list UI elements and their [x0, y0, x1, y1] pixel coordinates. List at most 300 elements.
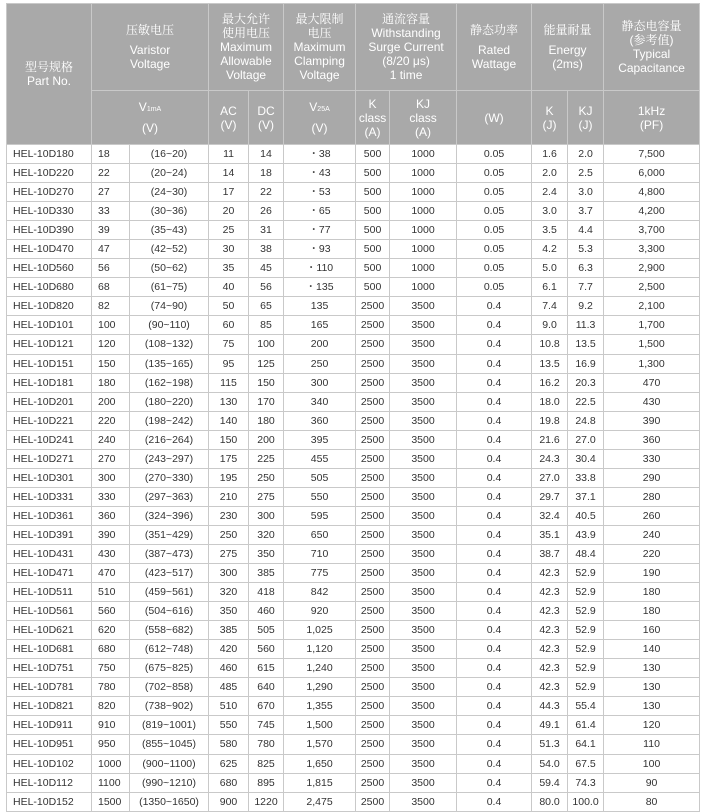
- unit-wattage: (W): [457, 91, 532, 145]
- cell-capacitance: 160: [604, 621, 700, 640]
- cell-dc-voltage: 780: [249, 735, 284, 754]
- cell-varistor-voltage: 360: [92, 506, 130, 525]
- cell-varistor-voltage: 430: [92, 544, 130, 563]
- cell-voltage-range: (297~363): [130, 487, 209, 506]
- cell-rated-wattage: 0.4: [457, 678, 532, 697]
- cell-voltage-range: (30~36): [130, 202, 209, 221]
- cell-voltage-range: (855~1045): [130, 735, 209, 754]
- cell-energy-k: 24.3: [532, 449, 568, 468]
- cell-voltage-range: (324~396): [130, 506, 209, 525]
- table-row: [7, 373, 700, 392]
- cell-capacitance: 4,800: [604, 183, 700, 202]
- cell-rated-wattage: 0.05: [457, 164, 532, 183]
- cell-varistor-voltage: 220: [92, 411, 130, 430]
- cell-surge-k: 2500: [356, 583, 390, 602]
- cell-dc-voltage: 825: [249, 754, 284, 773]
- cell-surge-k: 500: [356, 278, 390, 297]
- cell-dc-voltage: 56: [249, 278, 284, 297]
- cell-energy-k: 42.3: [532, 659, 568, 678]
- cell-surge-kj: 1000: [390, 183, 457, 202]
- cell-surge-kj: 3500: [390, 468, 457, 487]
- table-row: [7, 640, 700, 659]
- cell-clamping-voltage: 1,355: [284, 697, 356, 716]
- cell-energy-k: 18.0: [532, 392, 568, 411]
- cell-energy-kj: 6.3: [568, 259, 604, 278]
- cell-clamping-voltage: 200: [284, 335, 356, 354]
- cell-surge-k: 2500: [356, 678, 390, 697]
- table-row: [7, 602, 700, 621]
- cell-capacitance: 240: [604, 525, 700, 544]
- cell-ac-voltage: 460: [209, 659, 249, 678]
- cell-clamping-voltage: ・77: [284, 221, 356, 240]
- cell-varistor-voltage: 750: [92, 659, 130, 678]
- cell-varistor-voltage: 39: [92, 221, 130, 240]
- cell-surge-kj: 1000: [390, 145, 457, 164]
- cell-varistor-voltage: 820: [92, 697, 130, 716]
- cell-dc-voltage: 22: [249, 183, 284, 202]
- cell-capacitance: 1,500: [604, 335, 700, 354]
- cell-energy-k: 5.0: [532, 259, 568, 278]
- cell-capacitance: 80: [604, 792, 700, 811]
- cell-clamping-voltage: 2,475: [284, 792, 356, 811]
- cell-capacitance: 6,000: [604, 164, 700, 183]
- cell-dc-voltage: 460: [249, 602, 284, 621]
- cell-surge-k: 2500: [356, 640, 390, 659]
- cell-voltage-range: (675~825): [130, 659, 209, 678]
- table-row: [7, 697, 700, 716]
- cell-ac-voltage: 35: [209, 259, 249, 278]
- cell-capacitance: 130: [604, 697, 700, 716]
- varistor-spec-table: [6, 3, 700, 812]
- cell-surge-k: 500: [356, 221, 390, 240]
- cell-voltage-range: (135~165): [130, 354, 209, 373]
- unit-energy-kj: KJ (J): [568, 91, 604, 145]
- cell-voltage-range: (108~132): [130, 335, 209, 354]
- cell-energy-kj: 2.5: [568, 164, 604, 183]
- unit-kj-class: KJ class (A): [390, 91, 457, 145]
- cell-rated-wattage: 0.4: [457, 640, 532, 659]
- cell-dc-voltage: 150: [249, 373, 284, 392]
- cell-varistor-voltage: 18: [92, 145, 130, 164]
- table-header: [7, 4, 700, 145]
- cell-rated-wattage: 0.4: [457, 735, 532, 754]
- cell-energy-kj: 52.9: [568, 621, 604, 640]
- table-row: [7, 202, 700, 221]
- cell-rated-wattage: 0.4: [457, 716, 532, 735]
- cell-part-no: HEL-10D821: [7, 697, 92, 716]
- cell-ac-voltage: 510: [209, 697, 249, 716]
- cell-dc-voltage: 100: [249, 335, 284, 354]
- cell-energy-k: 42.3: [532, 678, 568, 697]
- cell-clamping-voltage: 1,650: [284, 754, 356, 773]
- table-body: [7, 145, 700, 812]
- cell-surge-kj: 3500: [390, 564, 457, 583]
- cell-dc-voltage: 18: [249, 164, 284, 183]
- cell-energy-k: 27.0: [532, 468, 568, 487]
- table-row: [7, 335, 700, 354]
- cell-clamping-voltage: ・43: [284, 164, 356, 183]
- cell-capacitance: 2,100: [604, 297, 700, 316]
- cell-ac-voltage: 900: [209, 792, 249, 811]
- cell-rated-wattage: 0.4: [457, 621, 532, 640]
- cell-rated-wattage: 0.4: [457, 487, 532, 506]
- cell-voltage-range: (702~858): [130, 678, 209, 697]
- table-row: [7, 525, 700, 544]
- cell-surge-kj: 3500: [390, 544, 457, 563]
- cell-energy-k: 49.1: [532, 716, 568, 735]
- cell-energy-kj: 33.8: [568, 468, 604, 487]
- table-row: [7, 430, 700, 449]
- cell-surge-kj: 3500: [390, 621, 457, 640]
- cell-surge-kj: 3500: [390, 297, 457, 316]
- cell-surge-kj: 3500: [390, 411, 457, 430]
- cell-energy-k: 29.7: [532, 487, 568, 506]
- cell-dc-voltage: 895: [249, 773, 284, 792]
- cell-voltage-range: (162~198): [130, 373, 209, 392]
- cell-ac-voltage: 625: [209, 754, 249, 773]
- cell-part-no: HEL-10D301: [7, 468, 92, 487]
- cell-capacitance: 470: [604, 373, 700, 392]
- cell-energy-kj: 27.0: [568, 430, 604, 449]
- cell-clamping-voltage: ・110: [284, 259, 356, 278]
- cell-voltage-range: (198~242): [130, 411, 209, 430]
- table-row: [7, 621, 700, 640]
- cell-ac-voltage: 680: [209, 773, 249, 792]
- cell-part-no: HEL-10D680: [7, 278, 92, 297]
- cell-surge-k: 500: [356, 164, 390, 183]
- cell-clamping-voltage: 1,025: [284, 621, 356, 640]
- cell-surge-k: 2500: [356, 430, 390, 449]
- cell-rated-wattage: 0.4: [457, 430, 532, 449]
- cell-clamping-voltage: 710: [284, 544, 356, 563]
- cell-part-no: HEL-10D471: [7, 564, 92, 583]
- cell-energy-k: 9.0: [532, 316, 568, 335]
- cell-energy-kj: 52.9: [568, 564, 604, 583]
- cell-capacitance: 260: [604, 506, 700, 525]
- cell-ac-voltage: 25: [209, 221, 249, 240]
- cell-surge-k: 2500: [356, 792, 390, 811]
- cell-surge-kj: 1000: [390, 240, 457, 259]
- cell-surge-k: 2500: [356, 392, 390, 411]
- cell-surge-k: 2500: [356, 754, 390, 773]
- table-row: [7, 487, 700, 506]
- cell-surge-kj: 3500: [390, 373, 457, 392]
- cell-dc-voltage: 640: [249, 678, 284, 697]
- cell-dc-voltage: 275: [249, 487, 284, 506]
- cell-surge-k: 2500: [356, 316, 390, 335]
- cell-energy-k: 10.8: [532, 335, 568, 354]
- cell-surge-k: 500: [356, 183, 390, 202]
- cell-part-no: HEL-10D621: [7, 621, 92, 640]
- cell-clamping-voltage: 595: [284, 506, 356, 525]
- unit-dc: DC (V): [249, 91, 284, 145]
- cell-energy-k: 54.0: [532, 754, 568, 773]
- table-row: [7, 392, 700, 411]
- cell-rated-wattage: 0.4: [457, 659, 532, 678]
- cell-varistor-voltage: 1000: [92, 754, 130, 773]
- table-row: [7, 506, 700, 525]
- table-row: [7, 164, 700, 183]
- cell-voltage-range: (74~90): [130, 297, 209, 316]
- cell-surge-k: 2500: [356, 773, 390, 792]
- cell-capacitance: 3,300: [604, 240, 700, 259]
- cell-clamping-voltage: ・135: [284, 278, 356, 297]
- header-part-no: 型号规格 Part No.: [7, 4, 92, 145]
- cell-energy-kj: 3.7: [568, 202, 604, 221]
- cell-energy-kj: 30.4: [568, 449, 604, 468]
- cell-surge-kj: 1000: [390, 164, 457, 183]
- cell-surge-k: 2500: [356, 544, 390, 563]
- cell-rated-wattage: 0.4: [457, 583, 532, 602]
- cell-capacitance: 130: [604, 678, 700, 697]
- cell-clamping-voltage: 395: [284, 430, 356, 449]
- cell-varistor-voltage: 150: [92, 354, 130, 373]
- cell-voltage-range: (612~748): [130, 640, 209, 659]
- cell-dc-voltage: 85: [249, 316, 284, 335]
- cell-part-no: HEL-10D180: [7, 145, 92, 164]
- cell-rated-wattage: 0.05: [457, 221, 532, 240]
- cell-energy-kj: 37.1: [568, 487, 604, 506]
- cell-ac-voltage: 320: [209, 583, 249, 602]
- cell-part-no: HEL-10D201: [7, 392, 92, 411]
- cell-energy-k: 13.5: [532, 354, 568, 373]
- cell-ac-voltage: 140: [209, 411, 249, 430]
- cell-energy-kj: 3.0: [568, 183, 604, 202]
- cell-energy-k: 3.0: [532, 202, 568, 221]
- cell-surge-kj: 3500: [390, 354, 457, 373]
- header-max-clamping-voltage: 最大限制 电压 Maximum Clamping Voltage: [284, 4, 356, 91]
- cell-part-no: HEL-10D271: [7, 449, 92, 468]
- cell-energy-k: 35.1: [532, 525, 568, 544]
- cell-ac-voltage: 17: [209, 183, 249, 202]
- cell-dc-voltage: 320: [249, 525, 284, 544]
- cell-varistor-voltage: 270: [92, 449, 130, 468]
- cell-rated-wattage: 0.4: [457, 525, 532, 544]
- cell-surge-k: 2500: [356, 373, 390, 392]
- table-row: [7, 240, 700, 259]
- cell-part-no: HEL-10D152: [7, 792, 92, 811]
- cell-dc-voltage: 300: [249, 506, 284, 525]
- cell-varistor-voltage: 68: [92, 278, 130, 297]
- cell-varistor-voltage: 560: [92, 602, 130, 621]
- cell-clamping-voltage: 1,240: [284, 659, 356, 678]
- cell-energy-k: 3.5: [532, 221, 568, 240]
- cell-dc-voltage: 31: [249, 221, 284, 240]
- cell-rated-wattage: 0.4: [457, 468, 532, 487]
- cell-varistor-voltage: 200: [92, 392, 130, 411]
- cell-voltage-range: (1350~1650): [130, 792, 209, 811]
- cell-clamping-voltage: 1,290: [284, 678, 356, 697]
- cell-voltage-range: (42~52): [130, 240, 209, 259]
- cell-part-no: HEL-10D431: [7, 544, 92, 563]
- cell-surge-k: 500: [356, 259, 390, 278]
- cell-part-no: HEL-10D151: [7, 354, 92, 373]
- cell-surge-k: 2500: [356, 659, 390, 678]
- cell-energy-k: 59.4: [532, 773, 568, 792]
- cell-clamping-voltage: 842: [284, 583, 356, 602]
- cell-rated-wattage: 0.4: [457, 564, 532, 583]
- cell-dc-voltage: 180: [249, 411, 284, 430]
- cell-clamping-voltage: 1,500: [284, 716, 356, 735]
- cell-varistor-voltage: 620: [92, 621, 130, 640]
- cell-energy-k: 42.3: [532, 621, 568, 640]
- cell-varistor-voltage: 780: [92, 678, 130, 697]
- cell-energy-k: 32.4: [532, 506, 568, 525]
- cell-varistor-voltage: 56: [92, 259, 130, 278]
- cell-ac-voltage: 175: [209, 449, 249, 468]
- cell-part-no: HEL-10D121: [7, 335, 92, 354]
- cell-energy-kj: 40.5: [568, 506, 604, 525]
- cell-part-no: HEL-10D270: [7, 183, 92, 202]
- cell-clamping-voltage: 550: [284, 487, 356, 506]
- cell-energy-k: 44.3: [532, 697, 568, 716]
- cell-surge-kj: 3500: [390, 583, 457, 602]
- cell-clamping-voltage: ・38: [284, 145, 356, 164]
- cell-ac-voltage: 150: [209, 430, 249, 449]
- cell-capacitance: 180: [604, 602, 700, 621]
- cell-energy-k: 1.6: [532, 145, 568, 164]
- cell-ac-voltage: 11: [209, 145, 249, 164]
- cell-dc-voltage: 38: [249, 240, 284, 259]
- cell-voltage-range: (819~1001): [130, 716, 209, 735]
- cell-energy-kj: 20.3: [568, 373, 604, 392]
- table-row: [7, 354, 700, 373]
- cell-part-no: HEL-10D560: [7, 259, 92, 278]
- cell-voltage-range: (35~43): [130, 221, 209, 240]
- cell-dc-voltage: 225: [249, 449, 284, 468]
- cell-ac-voltage: 195: [209, 468, 249, 487]
- cell-part-no: HEL-10D331: [7, 487, 92, 506]
- cell-energy-kj: 52.9: [568, 659, 604, 678]
- cell-surge-kj: 3500: [390, 697, 457, 716]
- cell-dc-voltage: 745: [249, 716, 284, 735]
- cell-voltage-range: (61~75): [130, 278, 209, 297]
- table-row: [7, 221, 700, 240]
- cell-rated-wattage: 0.4: [457, 297, 532, 316]
- cell-voltage-range: (990~1210): [130, 773, 209, 792]
- cell-energy-kj: 64.1: [568, 735, 604, 754]
- cell-energy-k: 80.0: [532, 792, 568, 811]
- cell-dc-voltage: 670: [249, 697, 284, 716]
- cell-energy-k: 4.2: [532, 240, 568, 259]
- cell-capacitance: 190: [604, 564, 700, 583]
- cell-surge-kj: 3500: [390, 316, 457, 335]
- table-row: [7, 468, 700, 487]
- cell-ac-voltage: 300: [209, 564, 249, 583]
- cell-energy-kj: 16.9: [568, 354, 604, 373]
- table-row: [7, 278, 700, 297]
- cell-rated-wattage: 0.4: [457, 411, 532, 430]
- cell-dc-voltage: 65: [249, 297, 284, 316]
- cell-capacitance: 220: [604, 544, 700, 563]
- cell-part-no: HEL-10D391: [7, 525, 92, 544]
- cell-energy-k: 38.7: [532, 544, 568, 563]
- cell-energy-kj: 43.9: [568, 525, 604, 544]
- cell-ac-voltage: 130: [209, 392, 249, 411]
- cell-ac-voltage: 420: [209, 640, 249, 659]
- cell-energy-k: 42.3: [532, 602, 568, 621]
- cell-varistor-voltage: 910: [92, 716, 130, 735]
- cell-energy-k: 2.4: [532, 183, 568, 202]
- cell-dc-voltage: 505: [249, 621, 284, 640]
- cell-surge-k: 2500: [356, 506, 390, 525]
- cell-part-no: HEL-10D681: [7, 640, 92, 659]
- cell-varistor-voltage: 240: [92, 430, 130, 449]
- unit-v1ma: V1mA (V): [92, 91, 209, 145]
- cell-clamping-voltage: ・93: [284, 240, 356, 259]
- cell-surge-kj: 3500: [390, 525, 457, 544]
- cell-rated-wattage: 0.4: [457, 773, 532, 792]
- cell-ac-voltage: 210: [209, 487, 249, 506]
- cell-varistor-voltage: 1500: [92, 792, 130, 811]
- cell-ac-voltage: 275: [209, 544, 249, 563]
- cell-varistor-voltage: 330: [92, 487, 130, 506]
- cell-varistor-voltage: 22: [92, 164, 130, 183]
- cell-part-no: HEL-10D470: [7, 240, 92, 259]
- cell-rated-wattage: 0.05: [457, 240, 532, 259]
- cell-capacitance: 1,700: [604, 316, 700, 335]
- cell-clamping-voltage: 1,815: [284, 773, 356, 792]
- table-row: [7, 678, 700, 697]
- cell-clamping-voltage: 455: [284, 449, 356, 468]
- cell-surge-k: 2500: [356, 335, 390, 354]
- cell-voltage-range: (900~1100): [130, 754, 209, 773]
- cell-rated-wattage: 0.4: [457, 506, 532, 525]
- unit-k-class: K class (A): [356, 91, 390, 145]
- header-rated-wattage: 静态功率 Rated Wattage: [457, 4, 532, 91]
- cell-part-no: HEL-10D102: [7, 754, 92, 773]
- cell-surge-k: 2500: [356, 621, 390, 640]
- cell-capacitance: 3,700: [604, 221, 700, 240]
- cell-surge-kj: 3500: [390, 449, 457, 468]
- cell-part-no: HEL-10D101: [7, 316, 92, 335]
- cell-rated-wattage: 0.05: [457, 278, 532, 297]
- cell-ac-voltage: 580: [209, 735, 249, 754]
- cell-surge-kj: 3500: [390, 659, 457, 678]
- cell-surge-k: 500: [356, 240, 390, 259]
- cell-energy-k: 6.1: [532, 278, 568, 297]
- cell-energy-k: 51.3: [532, 735, 568, 754]
- cell-ac-voltage: 250: [209, 525, 249, 544]
- table-row: [7, 754, 700, 773]
- cell-varistor-voltage: 33: [92, 202, 130, 221]
- cell-voltage-range: (423~517): [130, 564, 209, 583]
- table-row: [7, 145, 700, 164]
- cell-energy-k: 19.8: [532, 411, 568, 430]
- cell-rated-wattage: 0.4: [457, 449, 532, 468]
- table-row: [7, 316, 700, 335]
- cell-energy-kj: 52.9: [568, 602, 604, 621]
- cell-voltage-range: (558~682): [130, 621, 209, 640]
- cell-voltage-range: (738~902): [130, 697, 209, 716]
- cell-surge-k: 500: [356, 202, 390, 221]
- cell-rated-wattage: 0.4: [457, 373, 532, 392]
- cell-rated-wattage: 0.4: [457, 544, 532, 563]
- cell-ac-voltage: 350: [209, 602, 249, 621]
- header-varistor-voltage: 压敏电压 Varistor Voltage: [92, 4, 209, 91]
- cell-dc-voltage: 26: [249, 202, 284, 221]
- cell-dc-voltage: 350: [249, 544, 284, 563]
- cell-part-no: HEL-10D220: [7, 164, 92, 183]
- cell-energy-kj: 55.4: [568, 697, 604, 716]
- cell-surge-k: 500: [356, 145, 390, 164]
- cell-rated-wattage: 0.4: [457, 392, 532, 411]
- cell-ac-voltage: 60: [209, 316, 249, 335]
- cell-clamping-voltage: 165: [284, 316, 356, 335]
- cell-dc-voltage: 125: [249, 354, 284, 373]
- cell-surge-kj: 3500: [390, 335, 457, 354]
- cell-rated-wattage: 0.4: [457, 697, 532, 716]
